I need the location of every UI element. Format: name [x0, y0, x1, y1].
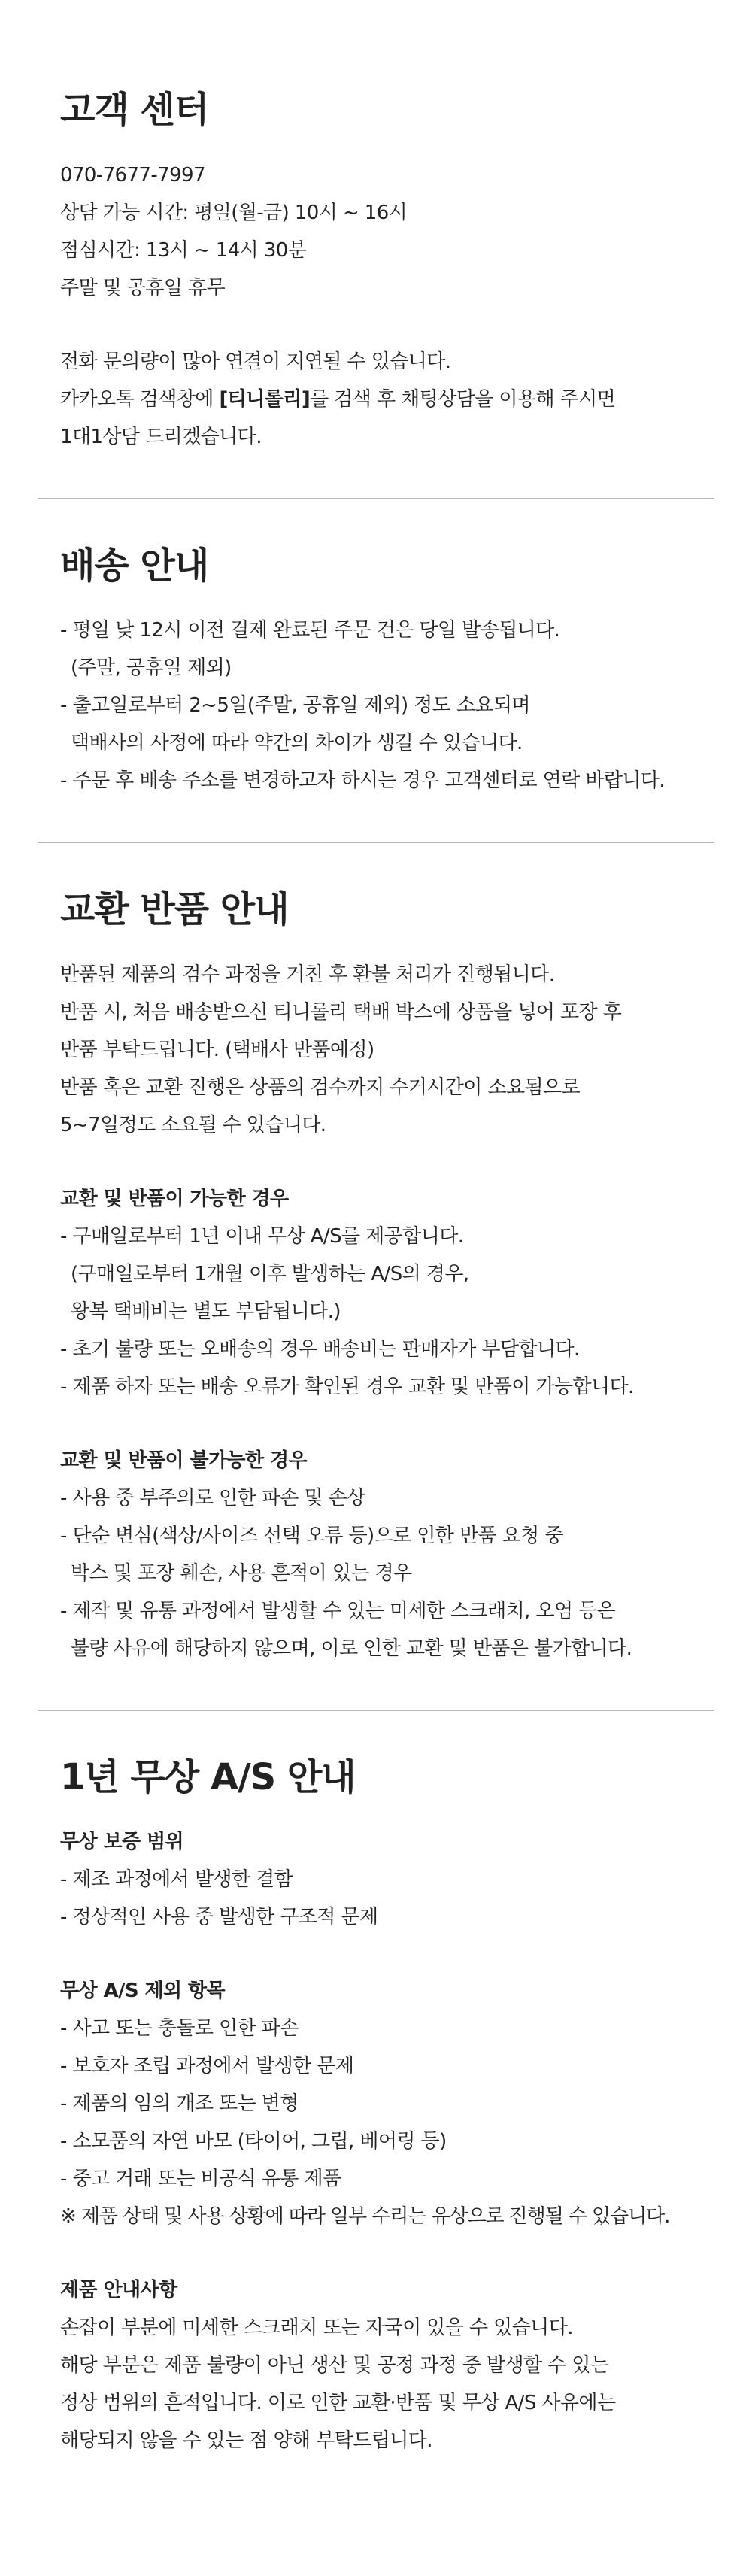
- returns-intro-line: 반품된 제품의 검수 과정을 거친 후 환불 처리가 진행됩니다.: [60, 963, 555, 986]
- returns-impossible-line: 박스 및 포장 훼손, 사용 흔적이 있는 경우: [71, 1561, 412, 1585]
- returns-intro-line: 반품 부탁드립니다. (택배사 반품예정): [60, 1038, 374, 1061]
- product-notice-line: 해당 부분은 제품 불량이 아닌 생산 및 공정 과정 중 발생할 수 있는: [60, 2354, 609, 2377]
- warranty-excluded-line: - 보호자 조립 과정에서 발생한 문제: [60, 2055, 354, 2078]
- shipping-section: [38, 499, 714, 842]
- warranty-scope-title: 무상 보증 범위: [60, 1831, 183, 1854]
- closed-days: 주말 및 공휴일 휴무: [60, 276, 226, 299]
- returns-impossible-line: - 사용 중 부주의로 인한 파손 및 손상: [60, 1486, 365, 1509]
- kakao-notice-pre: 카카오톡 검색창에: [60, 387, 220, 411]
- returns-possible-title: 교환 및 반품이 가능한 경우: [60, 1187, 289, 1210]
- returns-impossible-title: 교환 및 반품이 불가능한 경우: [60, 1449, 307, 1472]
- consult-hours: 상담 가능 시간: 평일(월-금) 10시 ~ 16시: [60, 201, 408, 224]
- spacer: [60, 1406, 692, 1442]
- shipping-line: - 주문 후 배송 주소를 변경하고자 하시는 경우 고객센터로 연락 바랍니다.: [60, 769, 666, 793]
- kakao-keyword: [티니롤리]: [219, 387, 311, 411]
- returns-possible-line: - 제품 하자 또는 배송 오류가 확인된 경우 교환 및 반품이 가능합니다.: [60, 1375, 634, 1398]
- returns-intro-line: 반품 시, 처음 배송받으신 티니롤리 택배 박스에 상품을 넣어 포장 후: [60, 1000, 622, 1024]
- returns-title: 교환 반품 안내: [60, 888, 289, 931]
- customer-center-title: 고객 센터: [60, 89, 209, 131]
- product-notice-line: 손잡이 부분에 미세한 스크래치 또는 자국이 있을 수 있습니다.: [60, 2317, 573, 2340]
- spacer: [60, 1936, 692, 1972]
- warranty-excluded-line: - 제품의 임의 개조 또는 변형: [60, 2092, 299, 2116]
- warranty-scope-line: - 제조 과정에서 발생한 결함: [60, 1868, 293, 1892]
- returns-intro-line: 반품 혹은 교환 진행은 상품의 검수까지 수거시간이 소요됨으로: [60, 1076, 581, 1099]
- returns-section: [38, 843, 714, 1710]
- shipping-line: - 출고일로부터 2~5일(주말, 공휴일 제외) 정도 소요되며: [60, 694, 530, 718]
- kakao-notice: [60, 381, 692, 418]
- product-notice-title: 제품 안내사항: [60, 2279, 177, 2302]
- shipping-line: 택배사의 사정에 따라 약간의 차이가 생길 수 있습니다.: [71, 732, 523, 755]
- returns-impossible-line: - 단순 변심(색상/사이즈 선택 오류 등)으로 인한 반품 요청 중: [60, 1524, 563, 1547]
- warranty-excluded-line: - 사고 또는 충돌로 인한 파손: [60, 2017, 299, 2040]
- returns-possible-line: 왕복 택배비는 별도 부담됩니다.): [71, 1300, 341, 1323]
- warranty-excluded-title: 무상 A/S 제외 항목: [60, 1980, 225, 2003]
- warranty-title: 1년 무상 A/S 안내: [60, 1755, 356, 1798]
- shipping-line: - 평일 낮 12시 이전 결제 완료된 주문 건은 당일 발송됩니다.: [60, 619, 560, 642]
- product-notice-line: 정상 범위의 흔적입니다. 이로 인한 교환·반품 및 무상 A/S 사유에는: [60, 2392, 616, 2415]
- shipping-line: (주말, 공휴일 제외): [71, 657, 232, 680]
- lunch-hours: 점심시간: 13시 ~ 14시 30분: [60, 238, 307, 262]
- returns-possible-line: (구매일로부터 1개월 이후 발생하는 A/S의 경우,: [71, 1262, 469, 1285]
- returns-possible-line: - 초기 불량 또는 오배송의 경우 배송비는 판매자가 부담합니다.: [60, 1337, 580, 1361]
- one-on-one-notice: 1대1상담 드리겠습니다.: [60, 425, 262, 448]
- delay-notice: 전화 문의량이 많아 연결이 지연될 수 있습니다.: [60, 350, 451, 373]
- kakao-notice-post: 를 검색 후 채팅상담을 이용해 주시면: [310, 387, 616, 411]
- spacer: [60, 2235, 692, 2271]
- spacer: [60, 1144, 692, 1180]
- returns-intro-line: 5~7일정도 소요될 수 있습니다.: [60, 1113, 326, 1136]
- spacer: [60, 307, 692, 343]
- warranty-excluded-line: - 중고 거래 또는 비공식 유통 제품: [60, 2168, 341, 2191]
- warranty-excluded-line: - 소모품의 자연 마모 (타이어, 그립, 베어링 등): [60, 2130, 447, 2153]
- warranty-section: [38, 1711, 714, 2502]
- returns-impossible-line: - 제작 및 유통 과정에서 발생할 수 있는 미세한 스크래치, 오염 등은: [60, 1599, 616, 1622]
- phone-number: 070-7677-7997: [60, 163, 205, 187]
- warranty-excluded-note: ※ 제품 상태 및 사용 상황에 따라 일부 수리는 유상으로 진행될 수 있습니다.: [60, 2205, 670, 2229]
- product-notice-line: 해당되지 않을 수 있는 점 양해 부탁드립니다.: [60, 2429, 432, 2453]
- customer-center-section: [38, 0, 714, 498]
- returns-possible-line: - 구매일로부터 1년 이내 무상 A/S를 제공합니다.: [60, 1224, 464, 1248]
- warranty-scope-line: - 정상적인 사용 중 발생한 구조적 문제: [60, 1906, 378, 1929]
- returns-impossible-line: 불량 사유에 해당하지 않으며, 이로 인한 교환 및 반품은 불가합니다.: [71, 1637, 632, 1660]
- shipping-title: 배송 안내: [60, 544, 209, 587]
